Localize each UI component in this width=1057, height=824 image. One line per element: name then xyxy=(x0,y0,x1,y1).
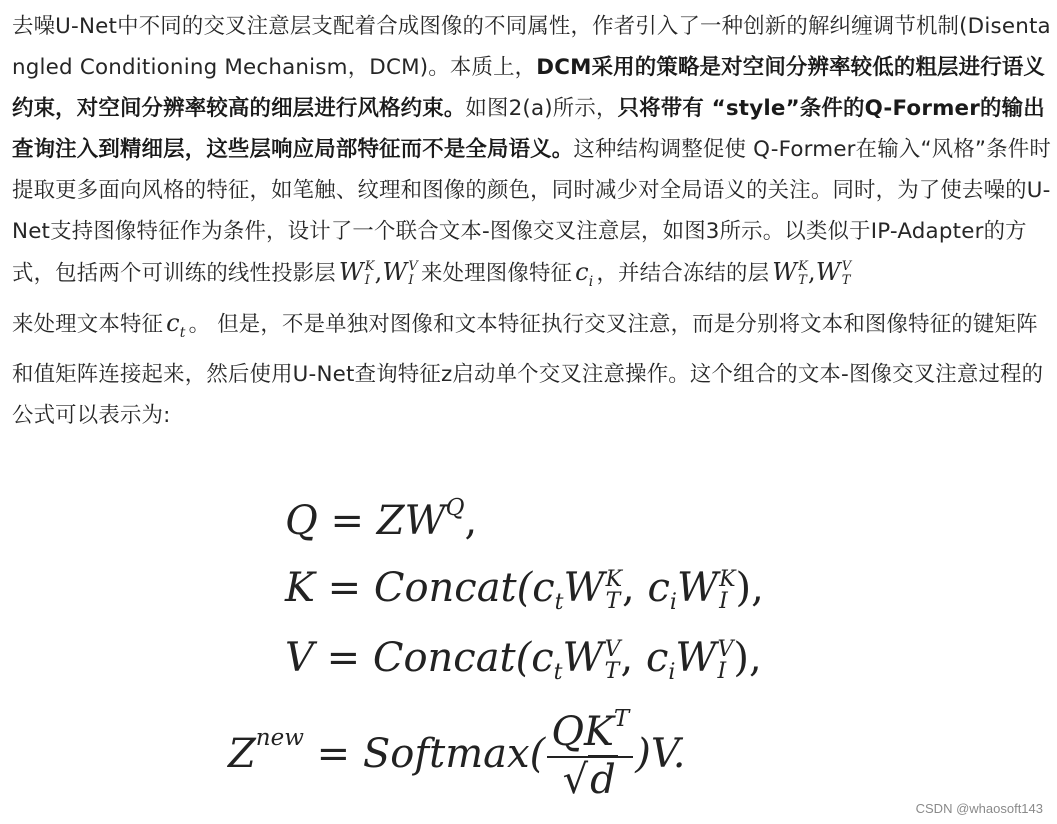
body-paragraph xyxy=(12,6,1052,436)
equation-q: $Q = ZW^Q$, xyxy=(285,495,478,544)
fraction: $\frac{QK^T}{√d}$ xyxy=(547,708,633,800)
bold-text-run: DCM采用的策略是对空间分辨率较低的粗层进行语义约束，对空间分辨率较高的细层进行风格约束。 xyxy=(12,55,1045,121)
text-run: ，并结合冻结的层 xyxy=(596,261,770,286)
inline-math-ci: $c_i$ xyxy=(575,258,594,290)
inline-math-ct: $c_t$ xyxy=(166,308,186,341)
bold-text-run: 只将带有 “style”条件的Q-Former的输出查询注入到精细层，这些层响应局部特征而不是全局语义。 xyxy=(12,96,1045,162)
equation-z: $Z^{new}$ = Softmax( $\frac{QK^T}{√d}$ )V. xyxy=(228,706,686,803)
text-run: 如图2(a)所示， xyxy=(465,96,618,121)
equation-v: $V = Concat(c_tW$ V T , $c_iW$ V I ), xyxy=(285,635,762,685)
text-run: 这种结构调整促使 Q-Former在输入“风格”条件时提取更多面向风格的特征，如笔触、纹理和图像的颜色，同时减少对全局语义的关注。同时，为了使去噪的U-Net支持图像特征作为条件，设计了一个联合文本-图像交叉注意层，如图3所示。以类似于IP-Adapter的方式，包括两个可训练的线性投影层 xyxy=(12,137,1051,286)
text-run: 去噪U-Net中不同的交叉注意层支配着合成图像的不同属性，作者引入了一种创新的解纠缠调节机制(Disentangled Conditioning Mechanism，DCM)。本质上， xyxy=(12,14,1051,80)
inline-math-wt: W K T ,W V T xyxy=(772,258,852,288)
text-run: 来处理图像特征 xyxy=(420,261,573,286)
inline-math-wi: W K I ,W V I xyxy=(338,258,418,288)
text-run: 。 但是，不是单独对图像和文本特征执行交叉注意，而是分别将文本和图像特征的键矩阵和值矩阵连接起来，然后使用U-Net查询特征z启动单个交叉注意操作。这个组合的文本-图像交叉注意过程的公式可以表示为: xyxy=(12,311,1044,428)
text-run: 来处理文本特征 xyxy=(12,311,164,337)
equation-k: $K = Concat(c_tW$ K T , $c_iW$ K I ), xyxy=(285,565,764,615)
watermark: CSDN @whaosoft143 xyxy=(915,801,1043,816)
